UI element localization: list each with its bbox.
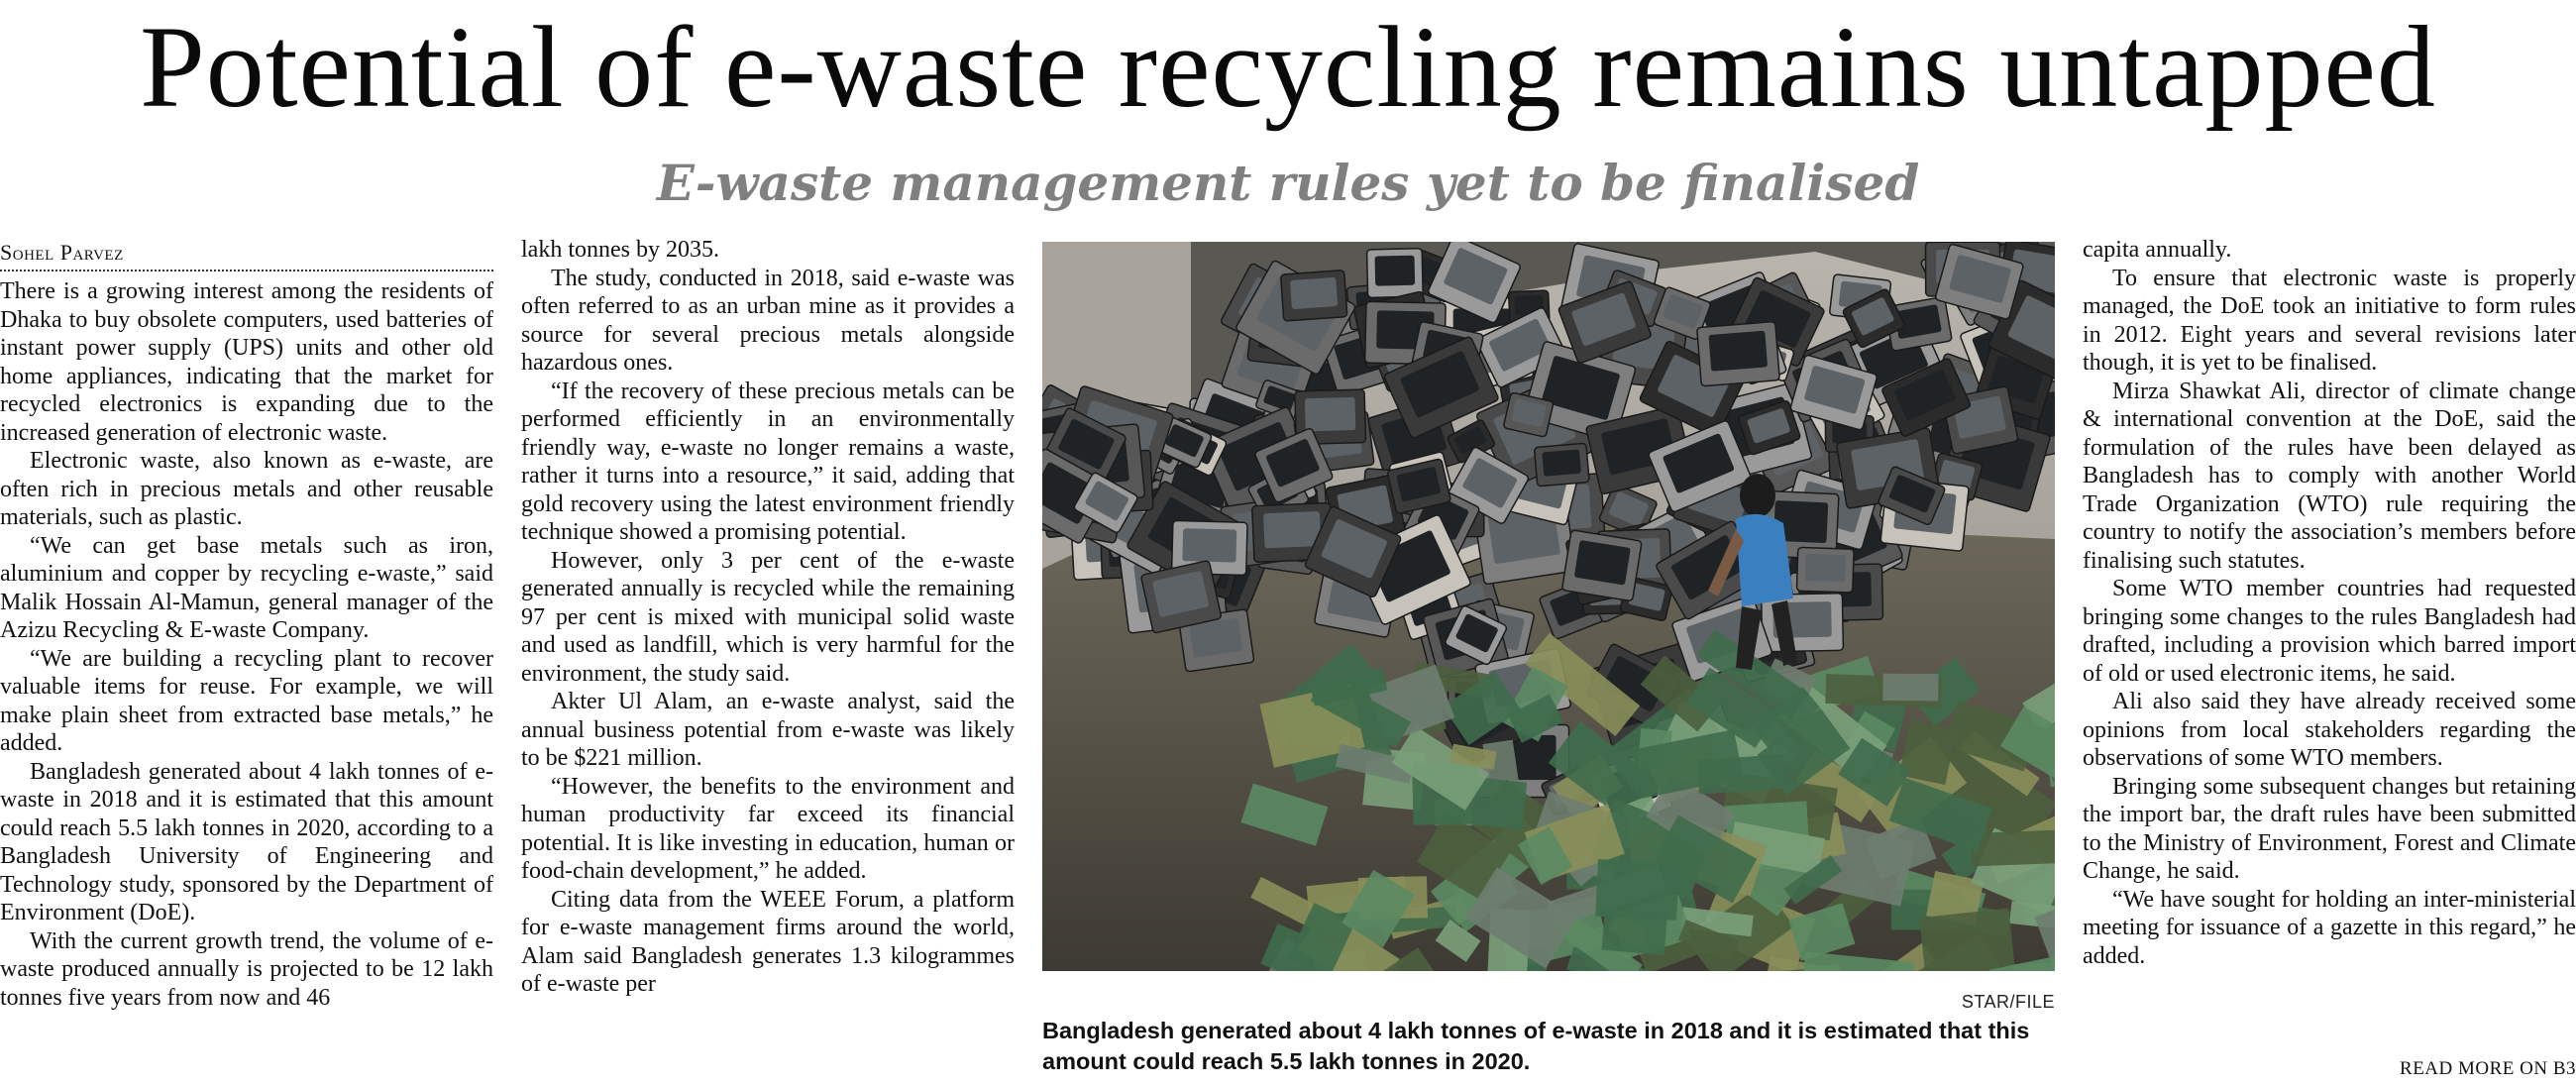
column-body xyxy=(0,277,493,1012)
paragraph: There is a growing interest among the residents of Dhaka to buy obsolete computers, used batteries of instant power supply (UPS) units and other old home appliances, indicating that the market for recycled electronics is expanding due to the increased generation of electronic waste. xyxy=(0,278,493,446)
headline: Potential of e-waste recycling remains untapped xyxy=(140,2,2436,132)
paragraph: “We are building a recycling plant to recover valuable items for reuse. For example, we will make plain sheet from extracted base metals,” he added. xyxy=(0,645,493,756)
paragraph: Bangladesh generated about 4 lakh tonnes of e-waste in 2018 and it is estimated that this amount could reach 5.5 lakh tonnes in 2020, according to a Bangladesh University of Engineering and Technology study, sponsored by the Department of Environment (DoE). xyxy=(0,758,493,925)
article-column-2 xyxy=(521,236,1015,999)
paragraph: “However, the benefits to the environment and human productivity far exceed its financial potential. It is like investing in education, human or food-chain development,” he added. xyxy=(521,773,1015,884)
photo-credit: STAR/FILE xyxy=(1961,992,2055,1012)
paragraph: To ensure that electronic waste is properly managed, the DoE took an initiative to form rules in 2012. Eight years and several revisions later though, it is yet to be finalised. xyxy=(2083,265,2576,376)
paragraph: Mirza Shawkat Ali, director of climate change & international convention at the DoE, said the formulation of the rules have been delayed as Bangladesh has to comply with another World Trade Organization (WTO) rule requiring the country to notify the association’s members before finalising such statutes. xyxy=(2083,378,2576,574)
paragraph: The study, conducted in 2018, said e-waste was often referred to as an urban mine as it provides a source for several precious metals alongside hazardous ones. xyxy=(521,265,1015,376)
paragraph: Electronic waste, also known as e-waste, are often rich in precious metals and other reusable materials, such as plastic. xyxy=(0,448,493,530)
paragraph: “If the recovery of these precious metals can be performed efficiently in an environmentally friendly way, e-waste no longer remains a waste, rather it turns into a resource,” it said, adding that gold recovery using the latest environment friendly technique showed a promising potential. xyxy=(521,378,1015,545)
paragraph: Citing data from the WEEE Forum, a platform for e-waste management firms around the world, Alam said Bangladesh generates 1.3 kilogrammes of e-waste per xyxy=(521,886,1015,997)
paragraph: With the current growth trend, the volume of e-waste produced annually is projected to be 12 lakh tonnes five years from now and 46 xyxy=(0,927,493,1011)
e-waste-photo xyxy=(1042,242,2055,971)
read-more-jump[interactable]: READ MORE ON B3 xyxy=(2400,1058,2576,1079)
byline: Sohel Parvez xyxy=(0,236,493,272)
paragraph: Ali also said they have already received some opinions from local stakeholders regarding the observations of some WTO members. xyxy=(2083,689,2576,771)
e-waste-pile-illustration xyxy=(1042,242,2055,971)
paragraph: lakh tonnes by 2035. xyxy=(521,237,719,263)
article-column-3 xyxy=(2083,236,2576,970)
circuit-board-scraps xyxy=(1240,629,2055,971)
paragraph: Akter Ul Alam, an e-waste analyst, said the annual business potential from e-waste was likely to be $221 million. xyxy=(521,689,1015,771)
paragraph: capita annually. xyxy=(2083,237,2232,263)
paragraph: However, only 3 per cent of the e-waste generated annually is recycled while the remaining 97 per cent is mixed with municipal solid waste and used as landfill, which is very harmful for the environment, the study said. xyxy=(521,547,1015,687)
paragraph: “We have sought for holding an inter-ministerial meeting for issuance of a gazette in this regard,” he added. xyxy=(2083,886,2576,969)
article-column-1 xyxy=(0,236,493,1012)
subheadline: E-waste management rules yet to be finalised xyxy=(656,154,1920,212)
paragraph: “We can get base metals such as iron, aluminium and copper by recycling e-waste,” said Malik Hossain Al-Mamun, general manager of the Azizu Recycling & E-waste Company. xyxy=(0,532,493,643)
paragraph: Bringing some subsequent changes but retaining the import bar, the draft rules have been submitted to the Ministry of Environment, Forest and Climate Change, he said. xyxy=(2083,773,2576,884)
paragraph: Some WTO member countries had requested bringing some changes to the rules Bangladesh had drafted, including a provision which barred import of old or used electronic items, he said. xyxy=(2083,576,2576,687)
photo-caption: Bangladesh generated about 4 lakh tonnes of e-waste in 2018 and it is estimated that this amount could reach 5.5 lakh tonnes in 2020. xyxy=(1042,1018,2030,1074)
